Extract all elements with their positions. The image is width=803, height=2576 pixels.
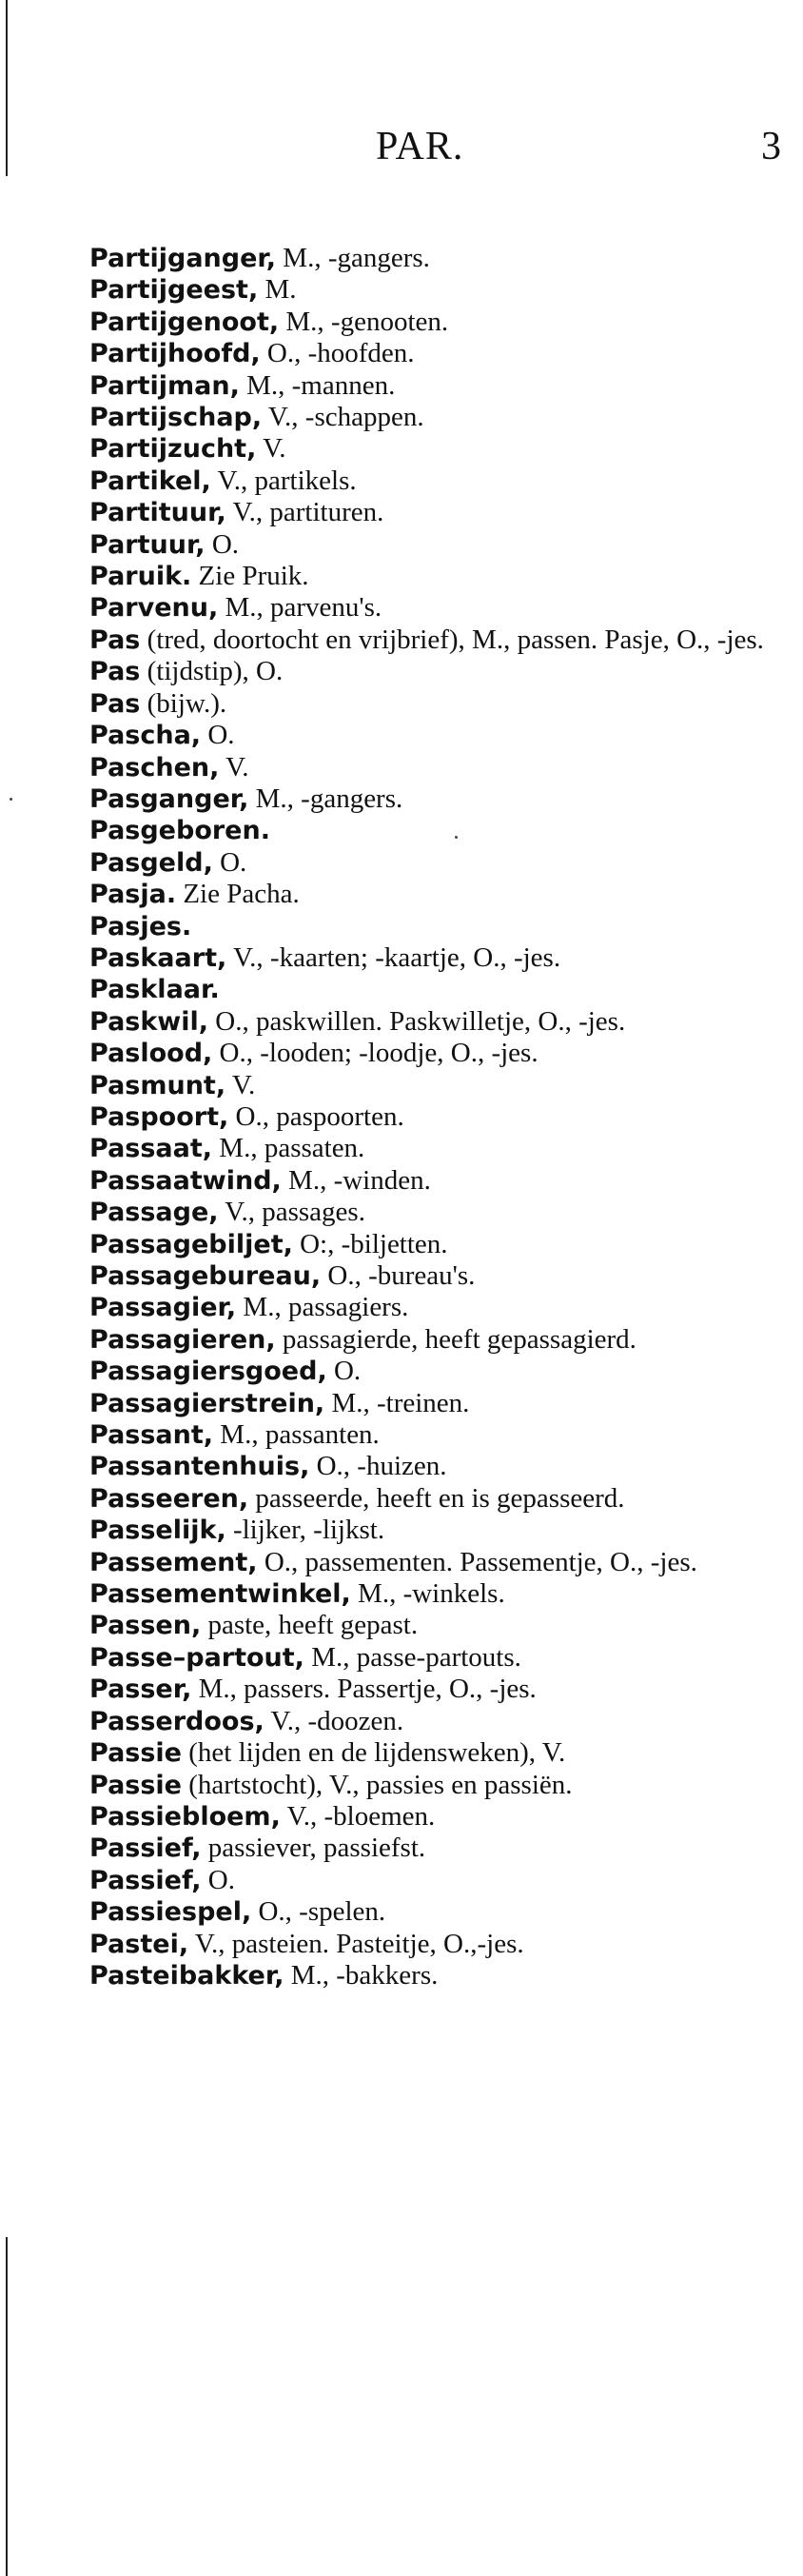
entry-definition: O., -spelen. <box>251 1896 386 1928</box>
entry-definition: M., -winden. <box>281 1164 431 1196</box>
page-title: PAR. <box>376 125 464 168</box>
entry-definition: O., -huizen. <box>309 1451 447 1482</box>
entry-headword: Partijhoofd, <box>89 339 261 369</box>
dictionary-entries <box>89 243 784 1991</box>
dictionary-entry <box>89 656 784 687</box>
entry-definition: O., -bureau's. <box>321 1260 476 1291</box>
entry-headword: Partijzucht, <box>89 434 257 465</box>
entry-definition: O., -looden; -loodje, O., -jes. <box>212 1038 539 1069</box>
dictionary-entry <box>89 688 784 720</box>
dictionary-entry <box>89 592 784 624</box>
dictionary-entry <box>89 1737 784 1769</box>
dictionary-entry <box>89 783 784 815</box>
entry-headword: Pasja. <box>89 880 177 910</box>
entry-headword: Passaatwind, <box>89 1165 282 1196</box>
dictionary-entry <box>89 1070 784 1101</box>
entry-definition: M., -bakkers. <box>284 1959 439 1991</box>
entry-definition: V. <box>256 433 286 465</box>
dictionary-entry <box>89 466 784 497</box>
entry-definition: M., -treinen. <box>324 1387 470 1418</box>
entry-definition: O., passementen. Passementje, O., -jes. <box>257 1546 697 1577</box>
entry-headword: Partijman, <box>89 370 240 401</box>
entry-headword: Partituur, <box>89 498 226 528</box>
entry-definition: (bijw.). <box>140 687 227 719</box>
entry-headword: Pas <box>89 688 141 719</box>
entry-definition: O:, -biljetten. <box>292 1228 448 1259</box>
entry-headword: Paskwil, <box>89 1006 209 1037</box>
dictionary-entry <box>89 243 784 274</box>
dictionary-entry <box>89 274 784 306</box>
entry-definition: M., passe-partouts. <box>304 1641 521 1673</box>
dictionary-entry <box>89 752 784 783</box>
dictionary-entry <box>89 1260 784 1292</box>
dictionary-entry <box>89 307 784 338</box>
dictionary-entry <box>89 720 784 751</box>
dictionary-entry <box>89 879 784 910</box>
dictionary-entry <box>89 433 784 465</box>
entry-definition: M., parvenu's. <box>218 592 382 624</box>
entry-definition: M. <box>258 274 297 306</box>
dictionary-entry <box>89 1833 784 1864</box>
entry-definition: O. <box>201 1864 235 1895</box>
gutter-line-bottom <box>6 2237 8 2576</box>
dictionary-entry <box>89 1483 784 1515</box>
entry-definition: M., passanten. <box>213 1419 380 1451</box>
entry-headword: Paschen, <box>89 752 220 783</box>
entry-headword: Passief, <box>89 1865 202 1895</box>
entry-headword: Passerdoos, <box>89 1706 264 1736</box>
dictionary-entry <box>89 1165 784 1197</box>
entry-headword: Passiespel, <box>89 1897 252 1928</box>
entry-headword: Passantenhuis, <box>89 1452 310 1482</box>
entry-definition: O., paskwillen. Paskwilletje, O., -jes. <box>208 1005 626 1037</box>
entry-definition: M., -mannen. <box>239 369 396 401</box>
entry-definition: M., -gangers. <box>248 783 403 814</box>
entry-definition: V., -bloemen. <box>280 1800 436 1832</box>
dictionary-entry <box>89 1229 784 1260</box>
dictionary-entry <box>89 815 784 846</box>
entry-definition: V., -schappen. <box>262 402 424 433</box>
entry-headword: Pas <box>89 657 141 687</box>
entry-definition: -lijker, -lijkst. <box>225 1515 385 1546</box>
dictionary-entry <box>89 624 784 656</box>
entry-headword: Pasgeboren. <box>89 816 270 846</box>
entry-definition: V., -doozen. <box>264 1705 404 1736</box>
dictionary-entry <box>89 529 784 561</box>
dictionary-entry <box>89 1547 784 1578</box>
entry-headword: Partijgenoot, <box>89 307 280 337</box>
entry-headword: Passementwinkel, <box>89 1579 351 1610</box>
entry-headword: Pasmunt, <box>89 1070 226 1100</box>
dictionary-entry <box>89 497 784 528</box>
entry-definition: V. <box>225 1069 256 1100</box>
dictionary-entry <box>89 1388 784 1419</box>
entry-headword: Passen, <box>89 1611 202 1641</box>
entry-definition: O. <box>326 1356 362 1387</box>
entry-headword: Paruik. <box>89 562 192 592</box>
entry-headword: Passagier, <box>89 1293 237 1323</box>
dictionary-entry <box>89 911 784 942</box>
entry-headword: Passie <box>89 1738 182 1769</box>
dictionary-entry <box>89 338 784 369</box>
entry-headword: Pasjes. <box>89 911 192 941</box>
dictionary-entry <box>89 1896 784 1928</box>
entry-headword: Pasteibakker, <box>89 1960 284 1991</box>
dictionary-entry <box>89 847 784 879</box>
entry-headword: Passagiersgoed, <box>89 1357 327 1387</box>
dictionary-entry <box>89 1642 784 1674</box>
entry-definition: passeerde, heeft en is gepasseerd. <box>248 1482 625 1514</box>
entry-headword: Partijgeest, <box>89 275 259 306</box>
entry-headword: Passie <box>89 1770 182 1800</box>
entry-definition: M., passagiers. <box>236 1292 409 1323</box>
entry-definition: (tijdstip), O. <box>140 656 284 687</box>
dictionary-entry <box>89 1610 784 1641</box>
entry-definition: passagierde, heeft gepassagierd. <box>275 1323 637 1355</box>
entry-headword: Passement, <box>89 1547 258 1577</box>
entry-headword: Pascha, <box>89 721 202 751</box>
entry-headword: Passelijk, <box>89 1516 226 1546</box>
entry-definition: M., passaten. <box>212 1133 365 1164</box>
dictionary-entry <box>89 1006 784 1038</box>
entry-definition: paste, heeft gepast. <box>201 1610 419 1641</box>
dictionary-entry <box>89 370 784 402</box>
entry-definition: M., -winkels. <box>350 1578 505 1610</box>
entry-headword: Paskaart, <box>89 942 227 973</box>
entry-definition: (hartstocht), V., passies en passiën. <box>182 1769 573 1800</box>
entry-headword: Passief, <box>89 1833 202 1864</box>
dictionary-entry <box>89 1197 784 1228</box>
dictionary-entry <box>89 1960 784 1991</box>
entry-headword: Partikel, <box>89 466 211 496</box>
page-header <box>0 124 803 181</box>
entry-headword: Passagierstrein, <box>89 1388 325 1418</box>
entry-headword: Pastei, <box>89 1929 189 1959</box>
dictionary-entry <box>89 1356 784 1387</box>
entry-headword: Passage, <box>89 1198 219 1228</box>
dictionary-entry <box>89 1929 784 1960</box>
dictionary-entry <box>89 974 784 1005</box>
entry-definition: O., paspoorten. <box>228 1100 404 1132</box>
dictionary-entry <box>89 402 784 433</box>
entry-definition: Zie Pruik. <box>191 561 309 592</box>
entry-headword: Passagieren, <box>89 1324 276 1355</box>
dictionary-entry <box>89 942 784 974</box>
entry-definition: V., -kaarten; -kaartje, O., -jes. <box>226 941 561 973</box>
entry-definition: passiever, passiefst. <box>201 1833 426 1864</box>
entry-headword: Passiebloem, <box>89 1801 281 1832</box>
entry-definition: M., -gangers. <box>276 243 430 273</box>
dictionary-entry <box>89 1578 784 1610</box>
entry-headword: Pasgeld, <box>89 847 213 878</box>
entry-headword: Pasganger, <box>89 783 249 814</box>
page-number: 3 <box>761 125 781 168</box>
entry-headword: Passeeren, <box>89 1483 249 1514</box>
dictionary-entry <box>89 1674 784 1705</box>
dictionary-entry <box>89 561 784 592</box>
entry-definition: M., -genooten. <box>279 306 449 337</box>
entry-headword: Pas <box>89 624 141 655</box>
print-speck <box>10 798 12 801</box>
print-speck <box>455 836 458 839</box>
dictionary-entry <box>89 1451 784 1482</box>
dictionary-entry <box>89 1515 784 1546</box>
entry-headword: Passant, <box>89 1420 214 1451</box>
entry-definition: V., pasteien. Pasteitje, O.,-jes. <box>188 1928 524 1959</box>
dictionary-entry <box>89 1770 784 1801</box>
entry-headword: Paspoort, <box>89 1101 229 1132</box>
entry-headword: Passagebureau, <box>89 1261 322 1291</box>
dictionary-entry <box>89 1324 784 1356</box>
entry-definition: (tred, doortocht en vrijbrief), M., passen. Pasje, O., -jes. <box>140 624 764 655</box>
entry-definition: V. <box>219 751 249 783</box>
dictionary-entry <box>89 1801 784 1833</box>
entry-definition: V., partituren. <box>225 497 384 528</box>
entry-definition: O. <box>201 720 235 751</box>
entry-headword: Parvenu, <box>89 593 219 624</box>
entry-headword: Partijschap, <box>89 403 263 433</box>
dictionary-entry <box>89 1133 784 1164</box>
entry-definition: O. <box>205 528 240 560</box>
entry-headword: Pasklaar. <box>89 975 220 1005</box>
dictionary-entry <box>89 1419 784 1451</box>
entry-definition: V., partikels. <box>210 465 357 496</box>
entry-definition: M., passers. Passertje, O., -jes. <box>191 1674 537 1705</box>
dictionary-entry <box>89 1292 784 1323</box>
entry-definition: (het lijden en de lijdensweken), V. <box>182 1737 566 1769</box>
dictionary-entry <box>89 1706 784 1737</box>
entry-definition: O. <box>212 846 247 878</box>
dictionary-entry <box>89 1038 784 1069</box>
entry-definition: V., passages. <box>218 1197 365 1228</box>
entry-headword: Partijganger, <box>89 244 277 273</box>
entry-definition: O., -hoofden. <box>260 338 415 369</box>
entry-headword: Passagebiljet, <box>89 1229 293 1259</box>
entry-headword: Passer, <box>89 1674 192 1705</box>
entry-headword: Partuur, <box>89 529 206 560</box>
entry-headword: Paslood, <box>89 1039 213 1069</box>
entry-headword: Passaat, <box>89 1134 213 1164</box>
dictionary-entry <box>89 1865 784 1896</box>
entry-definition: Zie Pacha. <box>176 879 300 910</box>
entry-headword: Passe–partout, <box>89 1642 304 1673</box>
dictionary-entry <box>89 1101 784 1133</box>
